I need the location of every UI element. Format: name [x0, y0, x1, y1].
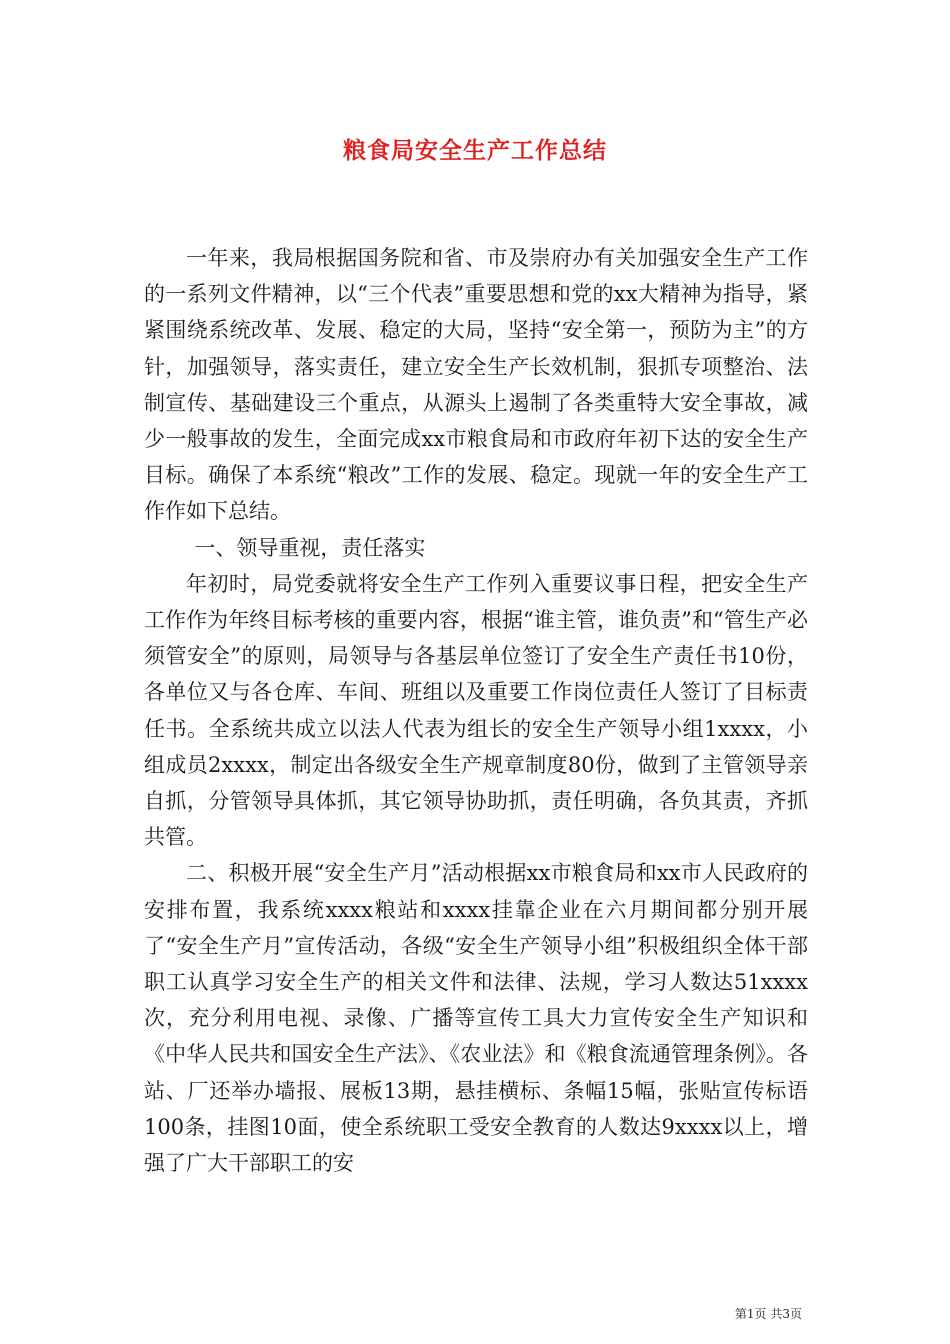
paragraph-section-2: 二、积极开展“安全生产月”活动根据xx市粮食局和xx市人民政府的安排布置，我系统xxxx粮站和xxxx挂靠企业在六月期间都分别开展了“安全生产月”宣传活动，各级“安全生产领导小组”积极组织全体干部职工认真学习安全生产的相关文件和法律、法规，学习人数达51xxxx次，充分利用电视、录像、广播等宣传工具大力宣传安全生产知识和《中华人民共和国安全生产法》、《农业法》和《粮食流通管理条例》。各站、厂还举办墙报、展板13期，悬挂横标、条幅15幅，张贴宣传标语100条，挂图10面，使全系统职工受安全教育的人数达9xxxx以上，增强了广大干部职工的安 [144, 861, 808, 1176]
document-title: 粮食局安全生产工作总结 [343, 138, 607, 164]
paragraph-section-1: 年初时，局党委就将安全生产工作列入重要议事日程，把安全生产工作作为年终目标考核的重要内容，根据“谁主管，谁负责”和“管生产必须管安全”的原则，局领导与各基层单位签订了安全生产责任书10份，各单位又与各仓库、车间、班组以及重要工作岗位责任人签订了目标责任书。全系统共成立以法人代表为组长的安全生产领导小组1xxxx，小组成员2xxxx，制定出各级安全生产规章制度80份，做到了主管领导亲自抓，分管领导具体抓，其它领导协助抓，责任明确，各负其责，齐抓共管。 [144, 571, 808, 850]
document-body [144, 240, 808, 1181]
paragraph-intro: 一年来，我局根据国务院和省、市及崇府办有关加强安全生产工作的一系列文件精神，以“三个代表”重要思想和党的xx大精神为指导，紧紧围绕系统改革、发展、稳定的大局，坚持“安全第一，预防为主”的方针，加强领导，落实责任，建立安全生产长效机制，狠抓专项整治、法制宣传、基础建设三个重点，从源头上遏制了各类重特大安全事故，减少一般事故的发生，全面完成xx市粮食局和市政府年初下达的安全生产目标。确保了本系统“粮改”工作的发展、稳定。现就一年的安全生产工作作如下总结。 [144, 246, 808, 524]
section-heading-1: 一、领导重视，责任落实 [194, 535, 426, 560]
page-number-footer: 第1页 共3页 [734, 1307, 802, 1321]
